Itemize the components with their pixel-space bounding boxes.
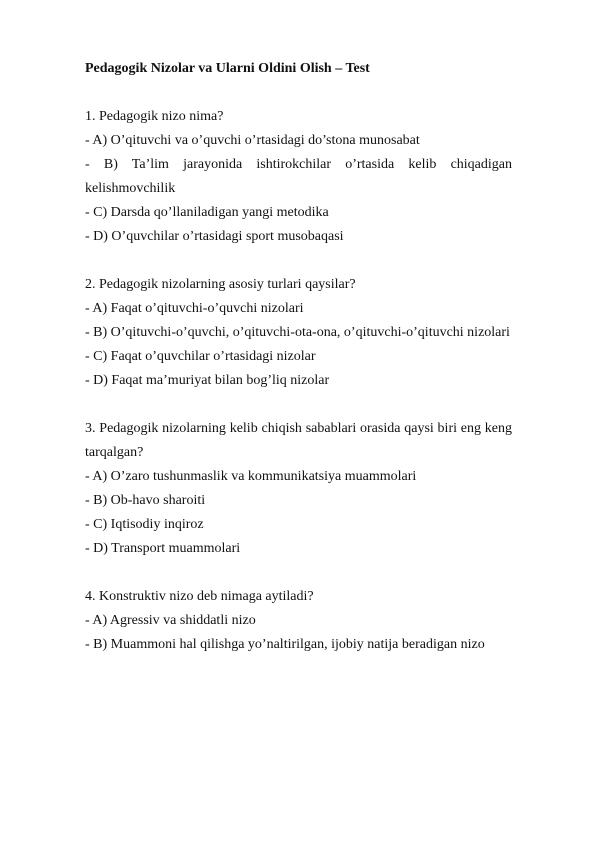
answer-option-d: - D) O’quvchilar o’rtasidagi sport musobaqasi: [85, 229, 344, 244]
answer-option-d: - D) Transport muammolari: [85, 541, 241, 556]
answer-option-a: - A) Agressiv va shiddatli nizo: [85, 613, 256, 628]
question-3: [85, 417, 512, 561]
answer-option-b: - B) O’qituvchi-o’quvchi, o’qituvchi-ota-ona, o’qituvchi-o’qituvchi nizolari: [85, 325, 510, 340]
document-title: Pedagogik Nizolar va Ularni Oldini Olish – Test: [85, 61, 370, 76]
document-page: [85, 57, 512, 681]
answer-option-b: - B) Ob-havo sharoiti: [85, 493, 206, 508]
question-4: [85, 585, 512, 657]
answer-option-a: - A) O’qituvchi va o’quvchi o’rtasidagi do’stona munosabat: [85, 133, 420, 148]
question-text: 1. Pedagogik nizo nima?: [85, 109, 224, 124]
answer-option-a: - A) O’zaro tushunmaslik va kommunikatsiya muammolari: [85, 469, 417, 484]
answer-option-d: - D) Faqat ma’muriyat bilan bog’liq nizolar: [85, 373, 330, 388]
answer-option-a: - A) Faqat o’qituvchi-o’quvchi nizolari: [85, 301, 304, 316]
question-1: [85, 105, 512, 249]
answer-option-c: - C) Iqtisodiy inqiroz: [85, 517, 204, 532]
question-2: [85, 273, 512, 393]
answer-option-c: - C) Darsda qo’llaniladigan yangi metodika: [85, 205, 329, 220]
answer-option-b: - B) Ta’lim jarayonida ishtirokchilar o’rtasida kelib chiqadigan kelishmovchilik: [85, 157, 512, 196]
question-text: 4. Konstruktiv nizo deb nimaga aytiladi?: [85, 589, 314, 604]
answer-option-b: - B) Muammoni hal qilishga yo’naltirilgan, ijobiy natija beradigan nizo: [85, 637, 485, 652]
question-text: 3. Pedagogik nizolarning kelib chiqish sabablari orasida qaysi biri eng keng tarqalgan?: [85, 421, 512, 460]
answer-option-c: - C) Faqat o’quvchilar o’rtasidagi nizolar: [85, 349, 316, 364]
question-text: 2. Pedagogik nizolarning asosiy turlari qaysilar?: [85, 277, 356, 292]
